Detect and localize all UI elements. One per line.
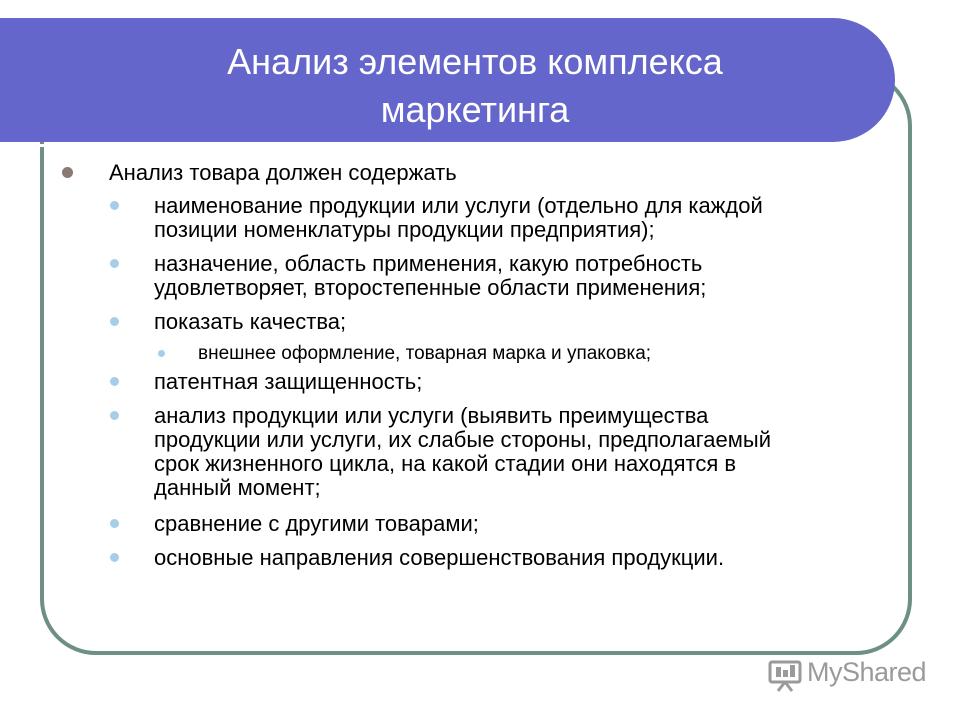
bullet-icon [110, 519, 119, 528]
list-item-line: удовлетворяет, второстепенные области применения; [154, 275, 707, 300]
slide-title-line2: маркетинга [380, 89, 570, 130]
bullet-icon [110, 259, 119, 268]
list-item-line: показать качества; [154, 309, 347, 334]
list-item-line: продукции или услуги, их слабые стороны, предполагаемый [154, 427, 771, 452]
title-band [0, 18, 895, 142]
bullet-icon [110, 377, 119, 386]
presentation-icon [767, 657, 803, 693]
list-item-line: наименование продукции или услуги (отдельно для каждой [154, 193, 763, 218]
slide-title-line1: Анализ элементов комплекса [227, 41, 723, 82]
list-subitem-text: внешнее оформление, товарная марка и упаковка; [198, 343, 652, 364]
title-underline [0, 144, 848, 147]
list-item-line: позиции номенклатуры продукции предприятия); [154, 217, 655, 242]
bullet-icon [62, 167, 73, 178]
bullet-icon [110, 411, 119, 420]
list-item-line: срок жизненного цикла, на какой стадии они находятся в [154, 451, 737, 476]
list-item-line: патентная защищенность; [154, 369, 423, 394]
myshared-logo-text: MyShared [807, 657, 927, 687]
list-item-line: основные направления совершенствования продукции. [154, 545, 725, 570]
list-item-line: анализ продукции или услуги (выявить преимущества [154, 403, 709, 428]
list-item-line: сравнение с другими товарами; [154, 511, 479, 536]
bullet-icon [158, 350, 165, 357]
slide-title [110, 38, 840, 134]
bullet-icon [110, 201, 119, 210]
bullet-icon [110, 553, 119, 562]
myshared-logo [765, 655, 935, 695]
list-item-line: данный момент; [154, 475, 321, 500]
bullet-icon [110, 317, 119, 326]
list-item-line: назначение, область применения, какую потребность [154, 251, 703, 276]
heading-text: Анализ товара должен содержать [109, 160, 457, 185]
